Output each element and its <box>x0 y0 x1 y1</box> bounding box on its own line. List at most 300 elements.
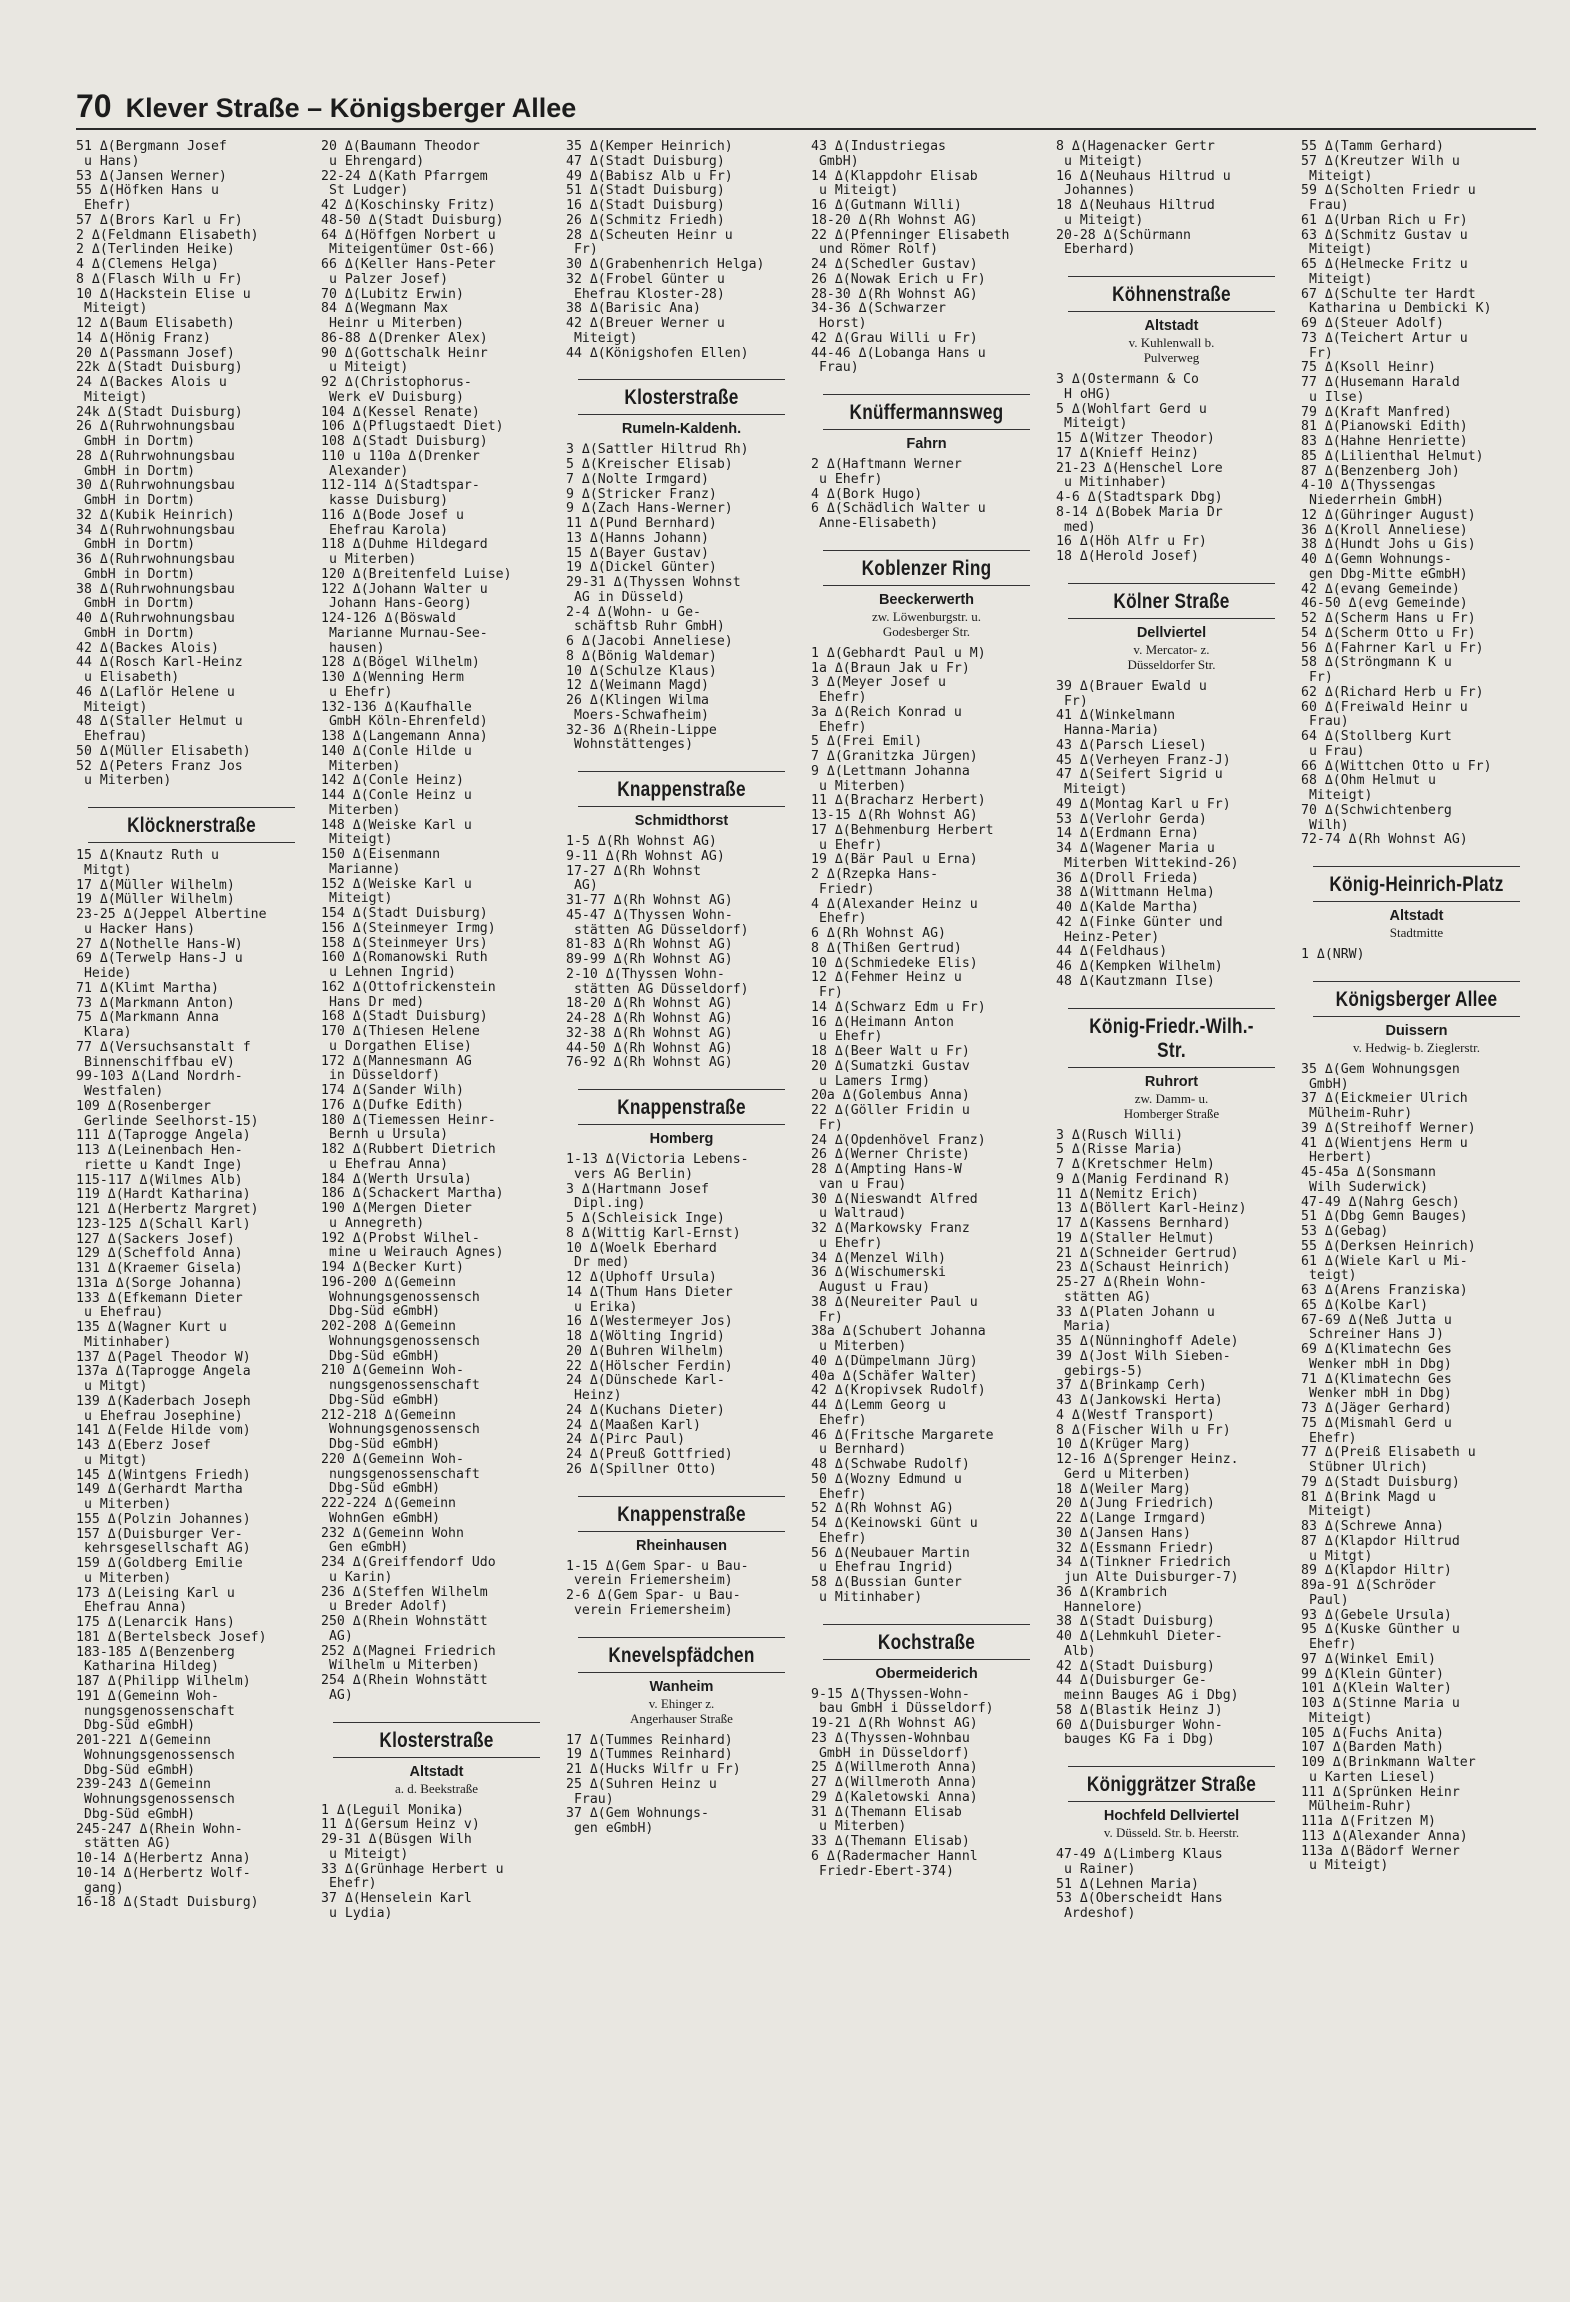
address-entry: 9 Δ(Manig Ferdinand R) <box>1056 1171 1231 1187</box>
address-entry: 118 Δ(Duhme Hildegard u Miterben) <box>321 537 488 567</box>
divider <box>578 1089 786 1090</box>
address-entry: 71 Δ(Klimatechn Ges Wenker mbH in Dbg) <box>1301 1371 1452 1402</box>
address-entry: 180 Δ(Tiemessen Heinr- Bernh u Ursula) <box>321 1112 496 1143</box>
address-entry: 3 Δ(Meyer Josef u Ehefr) <box>811 675 946 705</box>
address-entry: 11 Δ(Nemitz Erich) <box>1056 1186 1199 1202</box>
address-entry: 184 Δ(Werth Ursula) <box>321 1171 472 1187</box>
address-entry: 73 Δ(Markmann Anton) <box>76 995 235 1011</box>
address-entry: 172 Δ(Mannesmann AG in Düsseldorf) <box>321 1053 472 1084</box>
page-number: 70 <box>76 88 112 124</box>
district-name: Fahrn <box>906 436 947 452</box>
address-entry: 145 Δ(Wintgens Friedh) <box>76 1467 251 1483</box>
column-5 <box>1056 140 1287 2280</box>
address-entry: 2 Δ(Feldmann Elisabeth) <box>76 227 259 243</box>
address-entry: 30 Δ(Ruhrwohnungsbau GmbH in Dortm) <box>76 478 235 508</box>
address-entry: 47 Δ(Seifert Sigrid u Miteigt) <box>1056 767 1223 797</box>
address-entry: 53 Δ(Verlohr Gerda) <box>1056 811 1207 827</box>
address-entry: 6 Δ(Schädlich Walter u Anne-Elisabeth) <box>811 501 986 531</box>
address-entry: 32 Δ(Kubik Heinrich) <box>76 507 235 523</box>
address-entry: 46 Δ(Fritsche Margarete u Bernhard) <box>811 1427 994 1458</box>
address-entry: 17-27 Δ(Rh Wohnst AG) <box>566 863 701 894</box>
address-entry: 24 Δ(Dünschede Karl- Heinz) <box>566 1373 725 1403</box>
address-entry: 8 Δ(Hagenacker Gertr u Miteigt) <box>1056 140 1215 169</box>
street-name: Knüffermannsweg <box>849 401 1004 424</box>
address-entry: 10 Δ(Woelk Eberhard Dr med) <box>566 1240 717 1271</box>
address-entry: 73 Δ(Jäger Gerhard) <box>1301 1401 1452 1416</box>
address-entry: 4 Δ(Alexander Heinz u Ehefr) <box>811 896 978 927</box>
address-entry: 5 Δ(Risse Maria) <box>1056 1142 1184 1158</box>
street-heading <box>566 1089 797 1147</box>
address-entry: 46 Δ(Laflör Helene u Miteigt) <box>76 684 235 715</box>
district-name: Altstadt <box>1144 318 1199 334</box>
address-entry: 44 Δ(Lemm Georg u Ehefr) <box>811 1398 946 1428</box>
address-entry: 26 Δ(Schmitz Friedh) <box>566 212 725 228</box>
address-entry: 38 Δ(Ruhrwohnungsbau GmbH in Dortm) <box>76 581 235 612</box>
street-heading <box>811 394 1042 452</box>
address-entry: 81 Δ(Brink Magd u Miteigt) <box>1301 1489 1436 1520</box>
address-entry: 70 Δ(Lubitz Erwin) <box>321 286 464 302</box>
address-entry: 77 Δ(Preiß Elisabeth u Stübner Ulrich) <box>1301 1445 1476 1475</box>
address-entry: 55 Δ(Derksen Heinrich) <box>1301 1238 1476 1254</box>
address-entry: 3a Δ(Reich Konrad u Ehefr) <box>811 704 962 735</box>
district-name: Altstadt <box>1389 908 1444 924</box>
address-entry: 24-28 Δ(Rh Wohnst AG) <box>566 1011 733 1026</box>
address-entry: 120 Δ(Breitenfeld Luise) <box>321 566 512 582</box>
address-entry: 50 Δ(Wozny Edmund u Ehefr) <box>811 1471 962 1502</box>
address-entry: 69 Δ(Terwelp Hans-J u Heide) <box>76 951 243 981</box>
address-entry: 16-18 Δ(Stadt Duisburg) <box>76 1895 259 1911</box>
address-entry: 105 Δ(Fuchs Anita) <box>1301 1725 1444 1741</box>
address-entry: 36 Δ(Kroll Anneliese) <box>1301 522 1468 538</box>
address-entry: 63 Δ(Arens Franziska) <box>1301 1283 1468 1298</box>
divider <box>578 414 786 415</box>
address-entry: 129 Δ(Scheffold Anna) <box>76 1246 243 1262</box>
divider <box>1068 276 1276 277</box>
address-entry: 35 Δ(Gem Wohnungsgen GmbH) <box>1301 1061 1460 1092</box>
address-entry: 168 Δ(Stadt Duisburg) <box>321 1009 488 1025</box>
address-entry: 16 Δ(Gutmann Willi) <box>811 198 962 213</box>
address-entry: 86-88 Δ(Drenker Alex) <box>321 330 488 346</box>
address-entry: 21 Δ(Hucks Wilfr u Fr) <box>566 1762 741 1777</box>
address-entry: 6 Δ(Radermacher Hannl Friedr-Ebert-374) <box>811 1848 978 1879</box>
address-entry: 10-14 Δ(Herbertz Anna) <box>76 1851 251 1866</box>
address-entry: 170 Δ(Thiesen Helene u Dorgathen Elise) <box>321 1024 480 1054</box>
address-entry: 47-49 Δ(Nahrg Gesch) <box>1301 1194 1460 1210</box>
address-entry: 17 Δ(Müller Wilhelm) <box>76 877 235 893</box>
street-heading <box>566 771 797 829</box>
address-entry: 202-208 Δ(Gemeinn Wohnungsgenossensch Dbg-Süd eGmbH) <box>321 1319 480 1364</box>
address-entry: 31 Δ(Themann Elisab u Miterben) <box>811 1804 962 1835</box>
address-entry: 59 Δ(Scholten Friedr u Frau) <box>1301 183 1476 213</box>
divider <box>1068 618 1276 619</box>
street-name: König-Heinrich-Platz <box>1329 873 1504 896</box>
address-entry: 7 Δ(Granitzka Jürgen) <box>811 749 978 764</box>
address-entry: 11 Δ(Gersum Heinz v) <box>321 1817 480 1833</box>
street-name: Kochstraße <box>877 1630 976 1654</box>
address-entry: 174 Δ(Sander Wilh) <box>321 1083 464 1098</box>
address-entry: 17 Δ(Tummes Reinhard) <box>566 1732 733 1748</box>
address-entry: 158 Δ(Steinmeyer Urs) <box>321 935 488 951</box>
address-entry: 26 Δ(Spillner Otto) <box>566 1461 717 1477</box>
address-entry: 127 Δ(Sackers Josef) <box>76 1231 235 1247</box>
address-entry: 24 Δ(Schedler Gustav) <box>811 257 978 272</box>
address-entry: 48-50 Δ(Stadt Duisburg) <box>321 212 504 228</box>
address-entry: 252 Δ(Magnei Friedrich Wilhelm u Miterben) <box>321 1643 496 1674</box>
address-entry: 4-6 Δ(Stadtspark Dbg) <box>1056 490 1223 505</box>
address-entry: 17 Δ(Behmenburg Herbert u Ehefr) <box>811 822 994 853</box>
address-entry: 12 Δ(Gühringer August) <box>1301 507 1476 523</box>
street-name: Köhnenstraße <box>1112 283 1231 306</box>
address-entry: 33 Δ(Platen Johann u Maria) <box>1056 1304 1215 1335</box>
address-entry: 40a Δ(Schäfer Walter) <box>811 1368 978 1384</box>
address-entry: 36 Δ(Wischumerski August u Frau) <box>811 1265 946 1295</box>
district-name: Hochfeld Dellviertel <box>1103 1808 1240 1824</box>
address-entry: 106 Δ(Pflugstaedt Diet) <box>321 419 504 435</box>
address-entry: 20-28 Δ(Schürmann Eberhard) <box>1056 227 1191 258</box>
address-entry: 67-69 Δ(Neß Jutta u Schreiner Hans J) <box>1301 1312 1452 1343</box>
address-entry: 70 Δ(Schwichtenberg Wilh) <box>1301 802 1452 833</box>
address-entry: 155 Δ(Polzin Johannes) <box>76 1511 251 1527</box>
street-range: Stadtmitte <box>1389 925 1444 940</box>
divider <box>578 806 786 807</box>
divider <box>578 1496 786 1497</box>
district-name: Rheinhausen <box>635 1537 728 1554</box>
address-entry: 19 Δ(Bär Paul u Erna) <box>811 852 978 868</box>
address-entry: 18 Δ(Wölting Ingrid) <box>566 1329 725 1344</box>
address-entry: 8 Δ(Wittig Karl-Ernst) <box>566 1225 741 1241</box>
address-entry: 81 Δ(Pianowski Edith) <box>1301 419 1468 435</box>
address-entry: 9-15 Δ(Thyssen-Wohn- bau GmbH i Düsseldorf) <box>811 1686 994 1717</box>
divider <box>823 394 1031 395</box>
address-entry: 44 Δ(Rosch Karl-Heinz u Elisabeth) <box>76 655 243 685</box>
address-entry: 156 Δ(Steinmeyer Irmg) <box>321 920 496 936</box>
address-entry: 154 Δ(Stadt Duisburg) <box>321 906 488 921</box>
district-name: Rumeln-Kaldenh. <box>621 421 742 438</box>
address-entry: 123-125 Δ(Schall Karl) <box>76 1216 251 1232</box>
address-entry: 89 Δ(Klapdor Hiltr) <box>1301 1563 1452 1579</box>
address-entry: 52 Δ(Scherm Hans u Fr) <box>1301 611 1476 626</box>
column-2 <box>321 140 552 2280</box>
address-entry: 113 Δ(Alexander Anna) <box>1301 1828 1468 1844</box>
divider <box>1313 981 1521 982</box>
address-entry: 10-14 Δ(Herbertz Wolf- gang) <box>76 1865 251 1896</box>
address-entry: 44 Δ(Duisburger Ge- meinn Bauges AG i Dbg) <box>1056 1673 1239 1703</box>
address-entry: 24 Δ(Kuchans Dieter) <box>566 1402 725 1418</box>
address-entry: 115-117 Δ(Wilmes Alb) <box>76 1172 243 1188</box>
divider <box>823 1624 1031 1625</box>
address-entry: 8 Δ(Bönig Waldemar) <box>566 648 717 664</box>
address-entry: 69 Δ(Steuer Adolf) <box>1301 316 1444 331</box>
address-entry: 42 Δ(Breuer Werner u Miteigt) <box>566 316 725 346</box>
divider <box>578 1637 786 1638</box>
divider <box>88 807 296 808</box>
divider <box>1313 1016 1521 1017</box>
address-entry: 19 Δ(Dickel Günter) <box>566 560 717 576</box>
address-entry: 152 Δ(Weiske Karl u Miteigt) <box>321 876 472 907</box>
address-entry: 17 Δ(Knieff Heinz) <box>1056 445 1199 461</box>
address-entry: 35 Δ(Kemper Heinrich) <box>566 140 733 154</box>
address-entry: 143 Δ(Eberz Josef u Mitgt) <box>76 1438 211 1468</box>
address-entry: 49 Δ(Montag Karl u Fr) <box>1056 796 1231 812</box>
address-entry: 8-14 Δ(Bobek Maria Dr med) <box>1056 504 1223 535</box>
address-entry: 41 Δ(Winkelmann Hanna-Maria) <box>1056 708 1176 738</box>
address-entry: 65 Δ(Helmecke Fritz u Miteigt) <box>1301 257 1468 287</box>
address-entry: 69 Δ(Klimatechn Ges Wenker mbH in Dbg) <box>1301 1342 1452 1372</box>
column-4 <box>811 140 1042 2280</box>
street-name: Knappenstraße <box>617 778 746 801</box>
address-entry: 111a Δ(Fritzen M) <box>1301 1814 1436 1829</box>
address-entry: 16 Δ(Neuhaus Hiltrud u Johannes) <box>1056 168 1231 199</box>
address-entry: 62 Δ(Richard Herb u Fr) <box>1301 684 1484 700</box>
address-entry: 16 Δ(Westermeyer Jos) <box>566 1314 733 1330</box>
address-entry: 48 Δ(Schwabe Rudolf) <box>811 1457 970 1472</box>
address-entry: 38 Δ(Stadt Duisburg) <box>1056 1614 1215 1630</box>
district-name: Wanheim <box>649 1678 714 1695</box>
address-entry: 112-114 Δ(Stadtspar- kasse Duisburg) <box>321 478 480 508</box>
address-entry: 48 Δ(Kautzmann Ilse) <box>1056 973 1215 989</box>
address-entry: 173 Δ(Leising Karl u Ehefrau Anna) <box>76 1585 235 1616</box>
address-entry: 14 Δ(Thum Hans Dieter u Erika) <box>566 1284 733 1315</box>
divider <box>823 429 1031 430</box>
address-entry: 43 Δ(Jankowski Herta) <box>1056 1393 1223 1408</box>
address-entry: 1 Δ(NRW) <box>1301 947 1365 962</box>
address-entry: 201-221 Δ(Gemeinn Wohnungsgenossensch Dbg-Süd eGmbH) <box>76 1733 235 1778</box>
address-entry: 22 Δ(Pfenninger Elisabeth und Römer Rolf) <box>811 227 1010 258</box>
address-entry: 55 Δ(Höfken Hans u Ehefr) <box>76 183 219 213</box>
address-entry: 52 Δ(Peters Franz Jos u Miterben) <box>76 758 243 789</box>
address-entry: 122 Δ(Johann Walter u Johann Hans-Georg) <box>321 581 488 612</box>
address-entry: 111 Δ(Sprünken Heinr Mülheim-Ruhr) <box>1301 1784 1460 1815</box>
address-entry: 30 Δ(Jansen Hans) <box>1056 1525 1191 1541</box>
address-entry: 44-50 Δ(Rh Wohnst AG) <box>566 1040 733 1056</box>
divider <box>1313 866 1521 867</box>
address-entry: 47-49 Δ(Limberg Klaus u Rainer) <box>1056 1847 1223 1877</box>
address-entry: 34 Δ(Menzel Wilh) <box>811 1250 946 1266</box>
address-entry: 175 Δ(Lenarcik Hans) <box>76 1615 235 1630</box>
address-entry: 42 Δ(Koschinsky Fritz) <box>321 198 496 213</box>
address-entry: 128 Δ(Bögel Wilhelm) <box>321 655 480 671</box>
address-entry: 140 Δ(Conle Hilde u Miterben) <box>321 743 472 774</box>
address-entry: 55 Δ(Tamm Gerhard) <box>1301 140 1444 154</box>
address-entry: 40 Δ(Lehmkuhl Dieter- Alb) <box>1056 1629 1223 1659</box>
address-entry: 182 Δ(Rubbert Dietrich u Ehefrau Anna) <box>321 1142 496 1172</box>
address-entry: 84 Δ(Wegmann Max Heinr u Miterben) <box>321 301 464 331</box>
address-entry: 24k Δ(Stadt Duisburg) <box>76 404 243 420</box>
address-entry: 17 Δ(Kassens Bernhard) <box>1056 1216 1231 1231</box>
address-entry: 236 Δ(Steffen Wilhelm u Breder Adolf) <box>321 1584 488 1615</box>
district-name: Schmidthorst <box>634 813 729 829</box>
address-entry: 113a Δ(Bädorf Werner u Miteigt) <box>1301 1843 1460 1874</box>
address-entry: 24 Δ(Preuß Gottfried) <box>566 1447 733 1462</box>
address-entry: 46-50 Δ(evg Gemeinde) <box>1301 596 1468 612</box>
address-entry: 20 Δ(Sumatzki Gustav u Lamers Irmg) <box>811 1058 970 1089</box>
street-heading <box>1301 866 1532 940</box>
address-entry: 72-74 Δ(Rh Wohnst AG) <box>1301 832 1468 848</box>
address-entry: 37 Δ(Brinkamp Cerh) <box>1056 1378 1207 1394</box>
address-entry: 9-11 Δ(Rh Wohnst AG) <box>566 848 725 864</box>
address-entry: 73 Δ(Teichert Artur u Fr) <box>1301 330 1468 361</box>
street-name: Klosterstraße <box>379 1728 494 1752</box>
address-entry: 26 Δ(Werner Christe) <box>811 1147 970 1163</box>
street-heading <box>1056 1766 1287 1840</box>
address-entry: 31-77 Δ(Rh Wohnst AG) <box>566 893 733 908</box>
address-entry: 3 Δ(Rusch Willi) <box>1056 1127 1184 1143</box>
address-entry: 1-15 Δ(Gem Spar- u Bau- verein Friemersheim) <box>566 1558 749 1589</box>
address-entry: 232 Δ(Gemeinn Wohn Gen eGmbH) <box>321 1525 464 1556</box>
address-entry: 37 Δ(Gem Wohnungs- gen eGmbH) <box>566 1806 709 1836</box>
street-name: Knevelspfädchen <box>608 1643 755 1667</box>
divider <box>823 550 1031 551</box>
street-name: Klöcknerstraße <box>127 814 256 837</box>
address-entry: 142 Δ(Conle Heinz) <box>321 773 464 789</box>
address-entry: 60 Δ(Freiwald Heinr u Frau) <box>1301 699 1468 730</box>
address-entry: 10 Δ(Schulze Klaus) <box>566 663 717 679</box>
address-entry: 36 Δ(Ruhrwohnungsbau GmbH in Dortm) <box>76 552 235 582</box>
address-entry: 42 Δ(Stadt Duisburg) <box>1056 1658 1215 1674</box>
address-entry: 81-83 Δ(Rh Wohnst AG) <box>566 937 733 953</box>
divider <box>578 1124 786 1125</box>
address-entry: 133 Δ(Efkemann Dieter u Ehefrau) <box>76 1290 243 1321</box>
address-entry: 28 Δ(Scheuten Heinr u Fr) <box>566 227 733 258</box>
street-name: König-Friedr.-Wilh.-Str. <box>1089 1014 1254 1062</box>
address-entry: 39 Δ(Streihoff Werner) <box>1301 1120 1476 1136</box>
address-entry: 40 Δ(Gemn Wohnungs- gen Dbg-Mitte eGmbH) <box>1301 552 1468 582</box>
address-entry: 30 Δ(Nieswandt Alfred u Waltraud) <box>811 1191 978 1222</box>
address-entry: 5 Δ(Frei Emil) <box>811 734 923 750</box>
address-entry: 89-99 Δ(Rh Wohnst AG) <box>566 952 733 967</box>
address-entry: 10 Δ(Hackstein Elise u Miteigt) <box>76 286 251 317</box>
column-1 <box>76 140 307 2280</box>
address-entry: 6 Δ(Rh Wohnst AG) <box>811 926 946 941</box>
address-entry: 220 Δ(Gemeinn Woh- nungsgenossenschaft Dbg-Süd eGmbH) <box>321 1451 480 1497</box>
address-entry: 12 Δ(Uphoff Ursula) <box>566 1270 717 1285</box>
address-entry: 3 Δ(Sattler Hiltrud Rh) <box>566 442 749 458</box>
directory-columns <box>76 140 1536 2280</box>
address-entry: 24 Δ(Maaßen Karl) <box>566 1417 701 1433</box>
address-entry: 148 Δ(Weiske Karl u Miteigt) <box>321 817 472 848</box>
divider <box>333 1722 541 1723</box>
address-entry: 28 Δ(Ampting Hans-W van u Frau) <box>811 1162 962 1192</box>
address-entry: 32-38 Δ(Rh Wohnst AG) <box>566 1025 733 1041</box>
address-entry: 63 Δ(Schmitz Gustav u Miteigt) <box>1301 227 1468 258</box>
address-entry: 15 Δ(Bayer Gustav) <box>566 545 709 561</box>
address-entry: 58 Δ(Blastik Heinz J) <box>1056 1702 1223 1718</box>
address-entry: 32-36 Δ(Rhein-Lippe Wohnstättenges) <box>566 722 717 753</box>
address-entry: 8 Δ(Thißen Gertrud) <box>811 940 962 956</box>
district-name: Altstadt <box>409 1763 464 1780</box>
street-name: Knappenstraße <box>617 1502 746 1526</box>
address-entry: 109 Δ(Brinkmann Walter u Karten Liesel) <box>1301 1755 1476 1785</box>
address-entry: 194 Δ(Becker Kurt) <box>321 1260 464 1275</box>
district-name: Beeckerwerth <box>878 591 975 608</box>
address-entry: 15 Δ(Witzer Theodor) <box>1056 431 1215 446</box>
address-entry: 2 Δ(Terlinden Heike) <box>76 242 235 258</box>
address-entry: 36 Δ(Krambrich Hannelore) <box>1056 1584 1168 1615</box>
address-entry: 196-200 Δ(Gemeinn Wohnungsgenossensch Dbg-Süd eGmbH) <box>321 1274 480 1320</box>
address-entry: 190 Δ(Mergen Dieter u Annegreth) <box>321 1201 472 1231</box>
divider <box>578 379 786 380</box>
address-entry: 1-5 Δ(Rh Wohnst AG) <box>566 834 717 849</box>
address-entry: 36 Δ(Droll Frieda) <box>1056 870 1199 886</box>
street-heading <box>321 1722 552 1796</box>
address-entry: 2 Δ(Haftmann Werner u Ehefr) <box>811 457 962 487</box>
address-entry: 101 Δ(Klein Walter) <box>1301 1681 1452 1697</box>
street-range: v. Hedwig- b. Zieglerstr. <box>1353 1039 1480 1055</box>
address-entry: 29-31 Δ(Büsgen Wilh u Miteigt) <box>321 1832 472 1862</box>
page-title: Klever Straße – Königsberger Allee <box>125 93 577 123</box>
address-entry: 64 Δ(Höffgen Norbert u Miteigentümer Ost-66) <box>321 227 496 258</box>
address-entry: 92 Δ(Christophorus- Werk eV Duisburg) <box>321 375 472 405</box>
address-entry: 42 Δ(Kropivsek Rudolf) <box>811 1383 986 1399</box>
address-entry: 139 Δ(Kaderbach Joseph u Ehefrau Josephine) <box>76 1393 251 1424</box>
address-entry: 14 Δ(Klappdohr Elisab u Miteigt) <box>811 168 978 199</box>
address-entry: 18 Δ(Neuhaus Hiltrud u Miteigt) <box>1056 198 1215 228</box>
address-entry: 34 Δ(Ruhrwohnungsbau GmbH in Dortm) <box>76 522 235 553</box>
address-entry: 32 Δ(Essmann Friedr) <box>1056 1540 1215 1556</box>
address-entry: 3 Δ(Hartmann Josef Dipl.ing) <box>566 1181 709 1212</box>
address-entry: 9 Δ(Stricker Franz) <box>566 486 717 502</box>
address-entry: 45-45a Δ(Sonsmann Wilh Suderwick) <box>1301 1165 1436 1195</box>
address-entry: 20 Δ(Baumann Theodor u Ehrengard) <box>321 140 480 169</box>
address-entry: 149 Δ(Gerhardt Martha u Miterben) <box>76 1482 243 1512</box>
street-range: v. Düsseld. Str. b. Heerstr. <box>1103 1825 1240 1840</box>
street-name: Kölner Straße <box>1113 589 1230 613</box>
address-entry: 77 Δ(Husemann Harald u Ilse) <box>1301 375 1460 405</box>
address-entry: 24 Δ(Pirc Paul) <box>566 1432 686 1448</box>
address-entry: 51 Δ(Bergmann Josef u Hans) <box>76 140 227 169</box>
address-entry: 57 Δ(Kreutzer Wilh u Miteigt) <box>1301 153 1460 184</box>
address-entry: 41 Δ(Wientjens Herm u Herbert) <box>1301 1135 1468 1166</box>
address-entry: 12 Δ(Baum Elisabeth) <box>76 316 235 331</box>
divider <box>1068 311 1276 312</box>
address-entry: 19 Δ(Tummes Reinhard) <box>566 1747 733 1763</box>
address-entry: 245-247 Δ(Rhein Wohn- stätten AG) <box>76 1821 243 1852</box>
address-entry: 38 Δ(Wittmann Helma) <box>1056 885 1215 901</box>
address-entry: 37 Δ(Eickmeier Ulrich Mülheim-Ruhr) <box>1301 1091 1468 1121</box>
address-entry: 4-10 Δ(Thyssengas Niederrhein GmbH) <box>1301 478 1444 508</box>
address-entry: 79 Δ(Stadt Duisburg) <box>1301 1474 1460 1490</box>
address-entry: 53 Δ(Jansen Werner) <box>76 168 227 184</box>
address-entry: 10 Δ(Krüger Marg) <box>1056 1437 1191 1453</box>
street-range: zw. Löwenburgstr. u. Godesberger Str. <box>871 608 982 639</box>
address-entry: 57 Δ(Brors Karl u Fr) <box>76 212 243 228</box>
address-entry: 14 Δ(Erdmann Erna) <box>1056 826 1199 842</box>
address-entry: 9 Δ(Zach Hans-Werner) <box>566 501 733 517</box>
address-entry: 93 Δ(Gebele Ursula) <box>1301 1607 1452 1623</box>
address-entry: 58 Δ(Ströngmann K u Fr) <box>1301 655 1452 685</box>
address-entry: 113 Δ(Leinenbach Hen- riette u Kandt Inge) <box>76 1143 243 1173</box>
address-entry: 75 Δ(Mismahl Gerd u Ehefr) <box>1301 1415 1452 1446</box>
address-entry: 239-243 Δ(Gemeinn Wohnungsgenossensch Dbg-Süd eGmbH) <box>76 1777 235 1822</box>
address-entry: 183-185 Δ(Benzenberg Katharina Hildeg) <box>76 1644 235 1675</box>
address-entry: 25-27 Δ(Rhein Wohn- stätten AG) <box>1056 1275 1207 1305</box>
address-entry: 35 Δ(Nünninghoff Adele) <box>1056 1334 1239 1349</box>
address-entry: 40 Δ(Ruhrwohnungsbau GmbH in Dortm) <box>76 611 235 641</box>
address-entry: 20 Δ(Passmann Josef) <box>76 345 235 361</box>
address-entry: 95 Δ(Kuske Günther u Ehefr) <box>1301 1622 1460 1652</box>
address-entry: 131 Δ(Kraemer Gisela) <box>76 1261 243 1276</box>
address-entry: 4 Δ(Westf Transport) <box>1056 1407 1215 1423</box>
address-entry: 23-25 Δ(Jeppel Albertine u Hacker Hans) <box>76 907 267 937</box>
address-entry: 137a Δ(Taprogge Angela u Mitgt) <box>76 1364 251 1394</box>
address-entry: 77 Δ(Versuchsanstalt f Binnenschiffbau eV) <box>76 1039 251 1070</box>
address-entry: 22-24 Δ(Kath Pfarrgem St Ludger) <box>321 168 488 199</box>
address-entry: 18-20 Δ(Rh Wohnst AG) <box>811 212 978 228</box>
address-entry: 53 Δ(Gebag) <box>1301 1224 1389 1239</box>
address-entry: 116 Δ(Bode Josef u Ehefrau Karola) <box>321 507 464 538</box>
address-entry: 50 Δ(Müller Elisabeth) <box>76 743 251 759</box>
address-entry: 19 Δ(Müller Wilhelm) <box>76 892 235 908</box>
